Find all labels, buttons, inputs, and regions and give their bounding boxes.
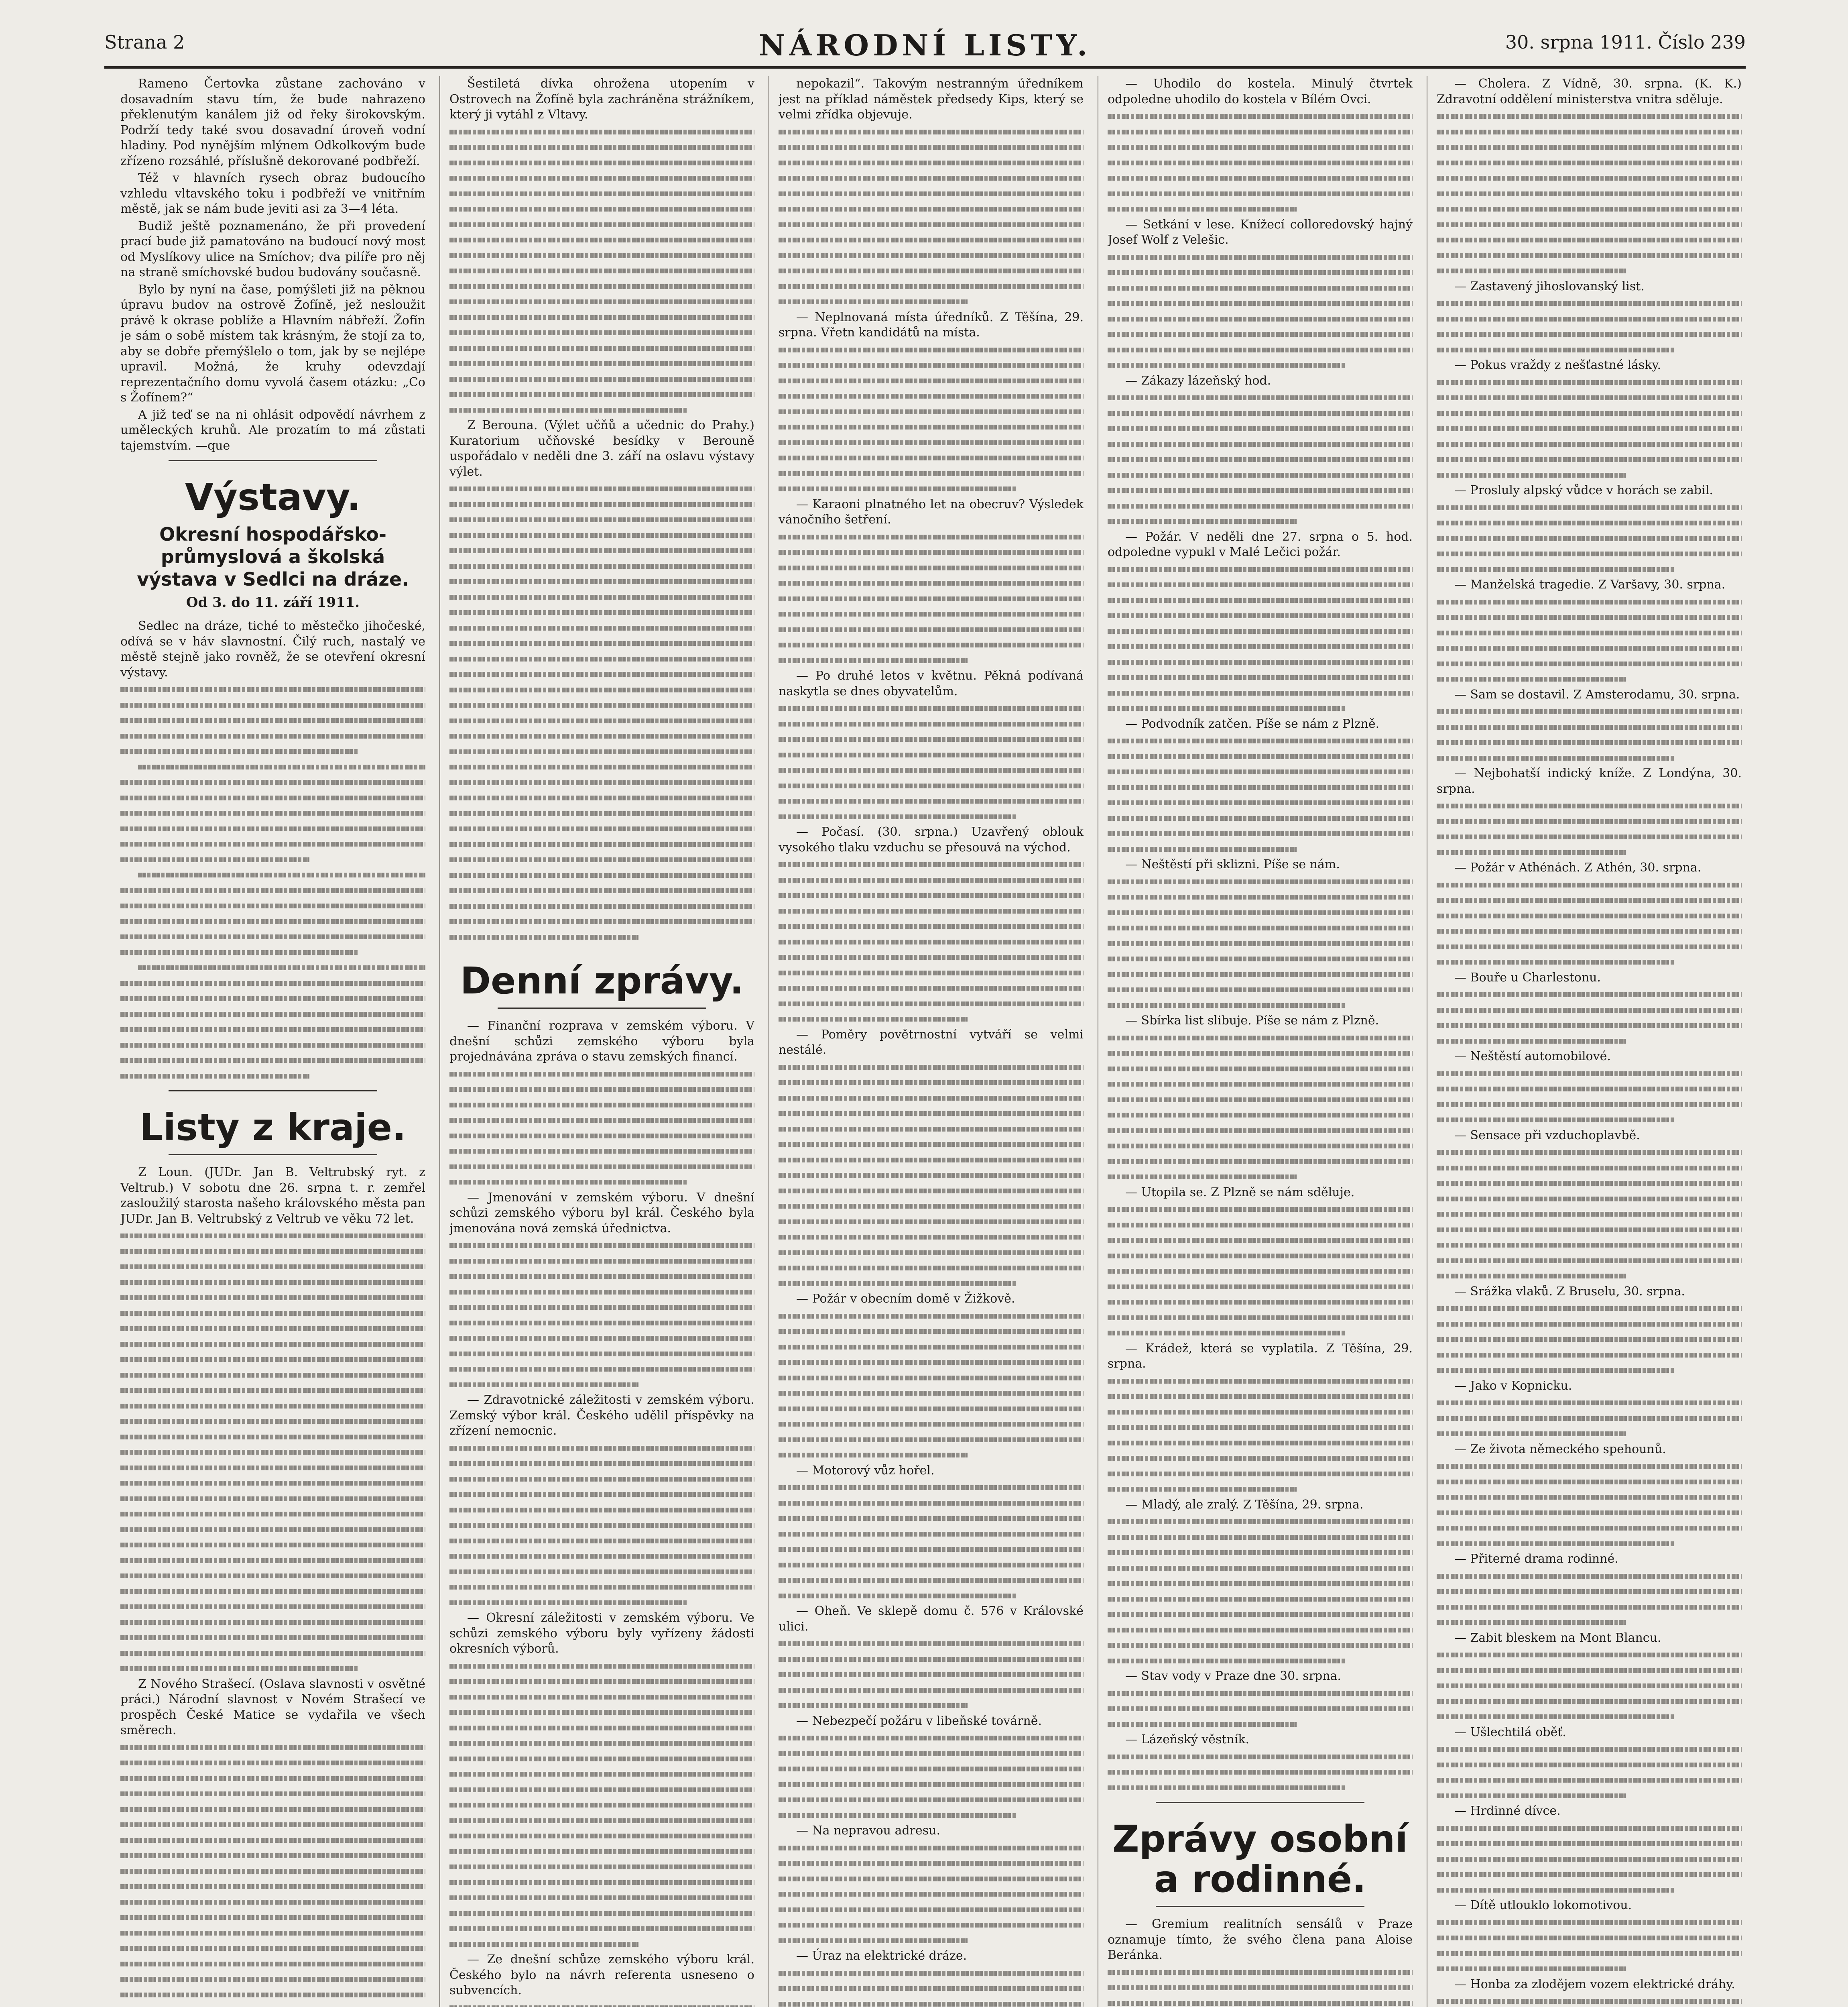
text-block (1108, 109, 1413, 217)
section-divider (169, 460, 377, 461)
text-block (1108, 1686, 1413, 1732)
article-paragraph: — Sam se dostavil. Z Amsterodamu, 30. srpna. (1454, 687, 1740, 702)
section-divider (1156, 1802, 1364, 1803)
text-block (779, 701, 1084, 824)
article-paragraph: — Jako v Kopnicku. (1454, 1378, 1572, 1393)
article-paragraph: — Oheň. Ve sklepě domu č. 576 v Královské ulici. (779, 1604, 1084, 1634)
section-divider (498, 1008, 706, 1009)
text-block (1437, 1821, 1742, 1898)
text-block (1437, 375, 1742, 483)
article-paragraph: — Počasí. (30. srpna.) Uzavřený oblouk vysokého tlaku vzduchu se přesouvá na východ. (779, 825, 1084, 855)
article-subheading: Okresní hospodářsko-průmyslová a školská výstava v Sedlci na dráze. (137, 523, 409, 590)
article-paragraph: Též v hlavních rysech obraz budoucího vzhledu vltavského toku i podbřeží ve vnitřním městě, jak se nám bude jeviti asi za 3—4 léta. (120, 171, 425, 216)
text-block (1437, 594, 1742, 687)
text-block (779, 1636, 1084, 1714)
text-block (120, 1228, 425, 1677)
text-block (1437, 704, 1742, 766)
text-block (1437, 1459, 1742, 1551)
text-block (1437, 1915, 1742, 1977)
text-block (779, 1309, 1084, 1463)
article-paragraph: — Okresní záležitosti v zemském výboru. Ve schůzi zemského výboru byly vyřízeny žádosti okresních výborů. (449, 1611, 754, 1656)
section-heading-listy: Listy z kraje. (140, 1106, 406, 1149)
text-block (779, 857, 1084, 1027)
text-block (1437, 1301, 1742, 1378)
article-paragraph: — Bouře u Charlestonu. (1454, 970, 1601, 985)
article-paragraph: — Krádež, která se vyplatila. Z Těšína, 29. srpna. (1108, 1341, 1413, 1371)
column-rule (439, 76, 440, 2007)
text-block (779, 1840, 1084, 1949)
article-paragraph: — Stav vody v Praze dne 30. srpna. (1125, 1669, 1341, 1683)
section-heading-osobni: Zprávy osobní a rodinné. (1112, 1818, 1408, 1901)
article-paragraph: — Lázeňský věstník. (1125, 1732, 1250, 1746)
text-block (1437, 987, 1742, 1049)
text-block (1108, 1374, 1413, 1497)
text-block (1437, 1066, 1742, 1128)
section-heading-denni: Denní zprávy. (460, 959, 744, 1002)
text-block (1437, 1145, 1742, 1284)
text-block (779, 342, 1084, 497)
text-block (449, 1067, 754, 1190)
text-block (1108, 250, 1413, 373)
text-block (779, 124, 1084, 310)
article-paragraph: Z Nového Strašecí. (Oslava slavnosti v osvětné práci.) Národní slavnost v Novém Strašecí ve prospěch České Matice se vydařila ve všech směrech. (120, 1677, 425, 1737)
issue-date-number: 30. srpna 1911. Číslo 239 (1505, 31, 1746, 53)
article-paragraph: — Karaoni plnatného let na obecruv? Výsledek vánočního šetření. (779, 497, 1084, 527)
text-block (1437, 1647, 1742, 1725)
article-paragraph: — Nebezpečí požáru v libeňské továrně. (796, 1714, 1042, 1728)
article-dateline: Od 3. do 11. září 1911. (186, 594, 360, 611)
text-block (449, 481, 754, 945)
text-block (779, 1060, 1084, 1292)
article-paragraph: — Mladý, ale zralý. Z Těšína, 29. srpna. (1125, 1497, 1364, 1512)
article-paragraph: — Požár v obecním domě v Žižkově. (796, 1292, 1015, 1306)
article-paragraph: — Pokus vraždy z nešťastné lásky. (1454, 358, 1661, 372)
text-block (779, 529, 1084, 669)
newspaper-title: NÁRODNÍ LISTY. (758, 28, 1092, 62)
article-paragraph: — Finanční rozprava v zemském výboru. V dnešní schůzi zemského výboru byla projednávána zpráva o stavu zemských financí. (449, 1019, 754, 1064)
article-paragraph: — Nejbohatší indický kníže. Z Londýna, 30. srpna. (1437, 766, 1742, 796)
article-paragraph: — Neštěstí automobilové. (1454, 1049, 1611, 1063)
article-paragraph: — Podvodník zatčen. Píše se nám z Plzně. (1125, 716, 1380, 731)
article-paragraph: — Srážka vlaků. Z Bruselu, 30. srpna. (1454, 1284, 1685, 1299)
article-paragraph: — Sensace při vzduchoplavbě. (1454, 1128, 1640, 1142)
article-paragraph: — Hrdinné dívce. (1454, 1804, 1561, 1818)
article-paragraph: — Jmenování v zemském výboru. V dnešní schůzi zemského výboru byl král. Českého byla jmenována nová zemská úřednictva. (449, 1190, 754, 1236)
article-paragraph: Rameno Čertovka zůstane zachováno v dosavadním stavu tím, že bude nahrazeno překlenutým kanálem již od řeky širokovským. Podrží tedy také svou dosavadní úroveň vodní hladiny. Pod nynějším mlýnem Odkolkovým bude zřízeno rozsáhlé, příslušně dekorované podbřeží. (120, 77, 425, 168)
section-divider (1156, 1906, 1364, 1907)
article-paragraph: Šestiletá dívka ohrožena utopením v Ostrovech na Žofíně byla zachráněna strážníkem, který ji vytáhl z Vltavy. (449, 77, 754, 122)
text-block (1437, 109, 1742, 279)
text-block (449, 2000, 754, 2007)
text-block (1108, 874, 1413, 1014)
text-block (779, 1480, 1084, 1604)
text-block (1437, 1742, 1742, 1803)
article-paragraph: — Manželská tragedie. Z Varšavy, 30. srpna. (1454, 578, 1726, 592)
article-paragraph: Bylo by nyní na čase, pomýšleti již na pěknou úpravu budov na ostrově Žofíně, jež nesloužit právě k okrase poblíže a Hlavním nábřeží. Žofín je sám o sobě místem tak krásným, že stojí za to, aby se dobře přemýšlelo o tom, jak by se nejlépe upravil. Možná, že kruhy odevzdají reprezentačního domu vyvolá časem otázku: „Co s Žofínem?“ (120, 282, 425, 405)
text-block (1437, 1395, 1742, 1442)
article-paragraph: — Úraz na elektrické dráze. (796, 1949, 967, 1963)
article-paragraph: — Honba za zlodějem vozem elektrické dráhy. (1454, 1977, 1735, 1991)
text-block (449, 1238, 754, 1392)
text-block (779, 1966, 1084, 2007)
article-paragraph: A již teď se na ni ohlásit odpovědí návrhem z uměleckých kruhů. Ale prozatím to má zůstati tajemstvím. —que (120, 407, 425, 453)
text-block (1108, 733, 1413, 857)
article-paragraph: — Zastavený jihoslovanský list. (1454, 279, 1645, 293)
article-paragraph: — Zdravotnické záležitosti v zemském výboru. Zemský výbor král. Českého udělil příspěvky na zřízení nemocnic. (449, 1393, 754, 1438)
text-block (1108, 1030, 1413, 1185)
article-paragraph: — Dítě utlouklo lokomotivou. (1454, 1898, 1632, 1912)
column-1 (120, 76, 425, 2007)
article-paragraph: — Ze života německého spehounů. (1454, 1442, 1666, 1456)
article-paragraph: — Poměry povětrnostní vytváří se velmi nestálé. (779, 1027, 1084, 1057)
column-2 (449, 76, 754, 2007)
section-divider (169, 1154, 377, 1155)
text-block (1108, 1202, 1413, 1341)
text-block (1437, 877, 1742, 970)
article-paragraph: — Požár v Athénách. Z Athén, 30. srpna. (1454, 861, 1702, 875)
text-block (1437, 1569, 1742, 1630)
article-paragraph: Z Berouna. (Výlet učňů a učednic do Prahy.) Kuratorium učňovské besídky v Berouně uspořádalo v neděli dne 3. září na oslavu výstavy výlet. (449, 418, 754, 479)
article-paragraph: — Požár. V neděli dne 27. srpna o 5. hod. odpoledne vypukl v Malé Lečici požár. (1108, 529, 1413, 559)
text-block (1108, 1965, 1413, 2007)
text-block (449, 124, 754, 418)
page-number: Strana 2 (104, 31, 185, 53)
article-paragraph: — Na nepravou adresu. (796, 1824, 941, 1838)
article-paragraph: — Přiterné drama rodinné. (1454, 1552, 1618, 1566)
text-block (1108, 562, 1413, 716)
article-paragraph: — Cholera. Z Vídně, 30. srpna. (K. K.) Zdravotní oddělení ministerstva vnitra sděluje. (1437, 77, 1742, 106)
column-3 (779, 76, 1084, 2007)
text-block (1108, 1514, 1413, 1669)
article-paragraph: Sedlec na dráze, tiché to městečko jihočeské, odívá se v háv slavnostní. Čilý ruch, nastalý ve městě stejně jako rovněž, že se otevření okresní výstavy. (120, 619, 425, 680)
text-block (449, 1441, 754, 1611)
article-paragraph: — Sbírka list slibuje. Píše se nám z Plzně. (1125, 1014, 1379, 1028)
article-paragraph: Z Loun. (JUDr. Jan B. Veltrubský ryt. z Veltrub.) V sobotu dne 26. srpna t. r. zemřel zasloužilý starosta našeho královského města pan JUDr. Jan B. Veltrubský z Veltrub ve věku 72 let. (120, 1165, 425, 1226)
article-paragraph: Budiž ještě poznamenáno, že při provedení prací bude již pamatováno na budoucí nový most od Myslíkovy ulice na Smíchov; dva pilíře pro něj na straně smíchovské budou budovány současně. (120, 219, 425, 279)
text-block (120, 682, 425, 1084)
column-rule (768, 76, 769, 2007)
article-paragraph: — Utopila se. Z Plzně se nám sděluje. (1125, 1185, 1355, 1199)
text-block (1437, 500, 1742, 578)
text-block (449, 1659, 754, 1952)
text-block (1437, 296, 1742, 358)
text-block (1108, 390, 1413, 529)
section-heading-vystavy: Výstavy. (185, 476, 361, 519)
article-paragraph: — Ušlechtilá oběť. (1454, 1725, 1566, 1739)
article-paragraph: — Zabit bleskem na Mont Blancu. (1454, 1630, 1661, 1645)
article-paragraph: — Neplnovaná místa úředníků. Z Těšína, 29. srpna. Vřetn kandidátů na místa. (779, 310, 1084, 340)
text-block (1437, 1994, 1742, 2007)
article-paragraph: nepokazil“. Takovým nestranným úředníkem jest na příklad náměstek předsedy Kips, který se velmi zřídka objevuje. (779, 77, 1084, 122)
masthead (104, 28, 1746, 69)
text-block (1108, 1749, 1413, 1796)
section-divider (169, 1090, 377, 1091)
article-paragraph: — Setkání v lese. Knížecí colloredovský hajný Josef Wolf z Velešic. (1108, 217, 1413, 247)
column-5 (1437, 76, 1742, 2007)
article-paragraph: — Po druhé letos v květnu. Pěkná podívaná naskytla se dnes obyvatelům. (779, 669, 1084, 698)
article-paragraph: — Neštěstí při sklizni. Píše se nám. (1125, 857, 1340, 871)
text-block (1437, 798, 1742, 860)
text-block (779, 1730, 1084, 1823)
article-paragraph: — Zákazy lázeňský hod. (1125, 373, 1271, 388)
article-paragraph: — Prosluly alpský vůdce v horách se zabil. (1454, 483, 1713, 497)
article-paragraph: — Uhodilo do kostela. Minulý čtvrtek odpoledne uhodilo do kostela v Bílém Ovci. (1108, 77, 1413, 106)
article-paragraph: — Gremium realitních sensálů v Praze oznamuje tímto, že svého člena pana Aloise Beránka. (1108, 1917, 1413, 1962)
column-4 (1108, 76, 1413, 2007)
article-paragraph: — Motorový vůz hořel. (796, 1463, 935, 1478)
text-block (120, 1740, 425, 2007)
article-paragraph: — Ze dnešní schůze zemského výboru král. Českého bylo na návrh referenta usneseno o subvencích. (449, 1952, 754, 1997)
